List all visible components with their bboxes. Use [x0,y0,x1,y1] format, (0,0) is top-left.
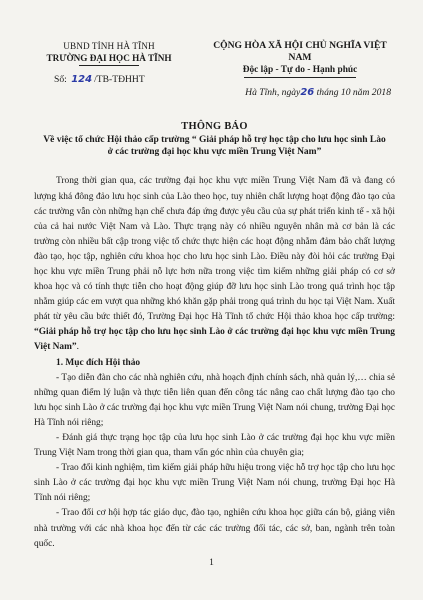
document-header [34,40,395,99]
section-heading-purpose: 1. Mục đích Hội thảo [56,357,141,368]
bullet-item: - Tạo diễn đàn cho các nhà nghiên cứu, nhà hoạch định chính sách, nhà quản lý,… chia sẻ những quan điểm lý luận và thực tiễn liên quan đến công tác nâng cao chất lượng đào tạo cho lưu học sinh Lào ở các trường đại học khu vực miền Trung Việt Nam nói chung, trường Đại học Hà Tĩnh nói riêng; [34,372,395,428]
document-title: THÔNG BÁO [181,121,248,132]
doc-number-handwritten: 124 [71,74,93,85]
workshop-title-bold: “Giải pháp hỗ trợ học tập cho lưu học sinh Lào ở các trường đại học khu vực miền Trung Việt Nam” [34,327,395,353]
document-number [34,74,184,86]
country-name: CỘNG HÒA XÃ HỘI CHỦ NGHĨA VIỆT NAM [213,40,387,63]
document-subject: Về việc tổ chức Hội thảo cấp trường “ Giải pháp hỗ trợ học tập cho lưu học sinh Lào ở các trường đại học khu vực miền Trung Việt Nam” [43,135,386,158]
ministry-name: UBND TỈNH HÀ TĨNH [63,41,155,51]
issuer-block [34,40,184,99]
motto-underline [244,77,356,78]
date-day-handwritten: 26 [300,87,315,98]
school-name: TRƯỜNG ĐẠI HỌC HÀ TĨNH [46,53,172,63]
bullet-item: - Trao đổi cơ hội hợp tác giáo dục, đào tạo, nghiên cứu khoa học giữa cán bộ, giảng viên nhà trường với các nhà khoa học đến từ các các trường đối tác, các sở, ban, ngành trên toàn quốc. [34,508,395,549]
intro-paragraph [34,174,395,355]
page-number: 1 [209,558,214,568]
bullet-item: - Đánh giá thực trạng học tập của lưu học sinh Lào ở các trường đại học khu vực miền Trung Việt Nam trong thời gian qua, tham vấn góc nhìn của chuyên gia; [34,433,395,459]
doc-number-suffix: /TB-TĐHHT [94,74,145,85]
document-body [34,174,395,551]
national-block [205,40,395,99]
national-motto: Độc lập - Tự do - Hạnh phúc [242,65,358,75]
doc-number-prefix: Số: [54,74,67,85]
date-suffix: tháng 10 năm 2018 [316,87,391,98]
intro-text: Trong thời gian qua, các trường đại học khu vực miền Trung Việt Nam đã và đang có lượng khá đông đảo lưu học sinh của Lào theo học, tuy nhiên chất lượng hoạt động đào tạo của các trường vẫn còn những hạn chế chưa đáp ứng được yêu cầu của sự phát triển kinh tế - xã hội của cả hai nước Việt Nam và Lào. Thực trạng này có nhiều nguyên nhân mà cơ bản là các trường còn nhiều bất cập trong việc tổ chức thực hiện các hoạt động nhằm đảm bảo chất lượng đào tạo, học tập, nghiên cứu khoa học cho lưu học sinh Lào. Điều này đòi hỏi các trường Đại học khu vực miền Trung phải nỗ lực hơn nữa trong việc tìm kiếm những giải pháp có cơ sở khoa học và có tính thực tiễn cho hoạt động giúp đỡ lưu học sinh Lào trong quá trình học tập nhằm giúp các em vượt qua những khó khăn gặp phải trong quá trình du học tại Việt Nam. Xuất phát từ yêu cầu bức thiết đó, Trường Đại học Hà Tĩnh tổ chức Hội thảo khoa học cấp trường: [34,176,395,323]
issue-date [205,87,395,99]
date-prefix: Hà Tĩnh, ngày [245,87,301,98]
issuer-underline [79,65,139,66]
intro-end: . [76,342,79,353]
bullet-item: - Trao đổi kinh nghiệm, tìm kiếm giải pháp hữu hiệu trong việc hỗ trợ học tập cho lưu học sinh Lào ở các trường đại học khu vực miền Trung Việt Nam nói chung, trường Đại học Hà Tĩnh nói riêng; [34,463,395,504]
